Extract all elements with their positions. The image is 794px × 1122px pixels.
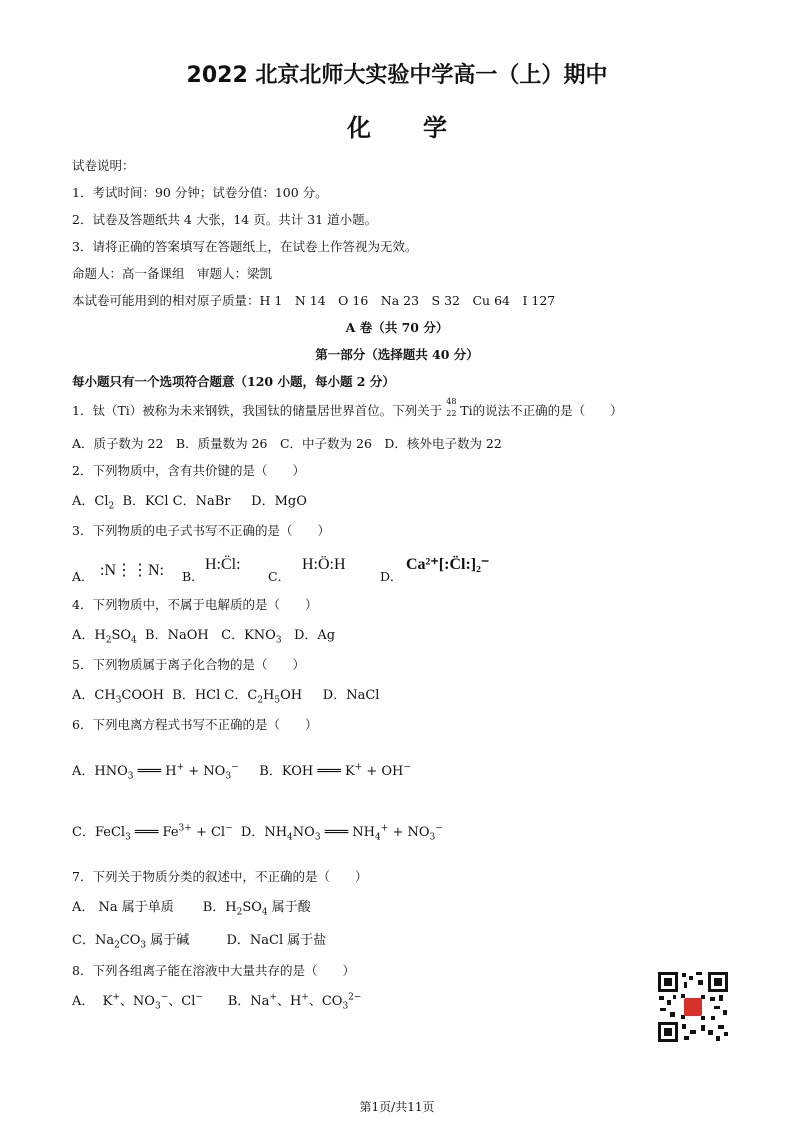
question-8-stem: 8．下列各组离子能在溶液中大量共存的是（ ）: [72, 963, 355, 978]
question-3-stem: 3．下列物质的电子式书写不正确的是（ ）: [72, 523, 330, 538]
q3-option-d-label: D．: [380, 569, 403, 584]
question-2-options: A．$Cl_2$ B．KCl C．NaBr D．MgO: [72, 494, 307, 512]
authors-line: 命题人：高一备课组 审题人：梁凯: [72, 266, 273, 281]
q3-option-a-label: A．: [72, 569, 94, 584]
q3-option-b-label: B．: [182, 569, 204, 584]
question-5-stem: 5．下列物质属于离子化合物的是（ ）: [72, 657, 305, 672]
q3-option-c-formula: H:Ö:H: [302, 556, 346, 573]
qr-code-graphic: [656, 970, 730, 1044]
question-6-stem: 6．下列电离方程式书写不正确的是（ ）: [72, 717, 318, 732]
atomic-number: 22: [446, 408, 457, 418]
mass-number: 48: [446, 396, 457, 406]
question-4-stem: 4．下列物质中，不属于电解质的是（ ）: [72, 597, 318, 612]
q3-option-d-formula: Ca²⁺[:C̈l:]₂⁻: [406, 556, 490, 573]
q3-option-b-formula: H:C̈l:: [205, 556, 241, 573]
question-2-stem: 2．下列物质中，含有共价键的是（ ）: [72, 463, 305, 478]
part-one-heading: 第一部分（选择题共 40 分）: [315, 347, 479, 362]
subject-title: 化学: [347, 114, 499, 142]
question-6-options-ab: A．$HNO_3$ ═══ $H^+ + NO_3^-$ B．KOH ═══ K+ + OH−: [72, 762, 411, 782]
nuclide-notation: [446, 396, 460, 419]
instruction-item: 1．考试时间：90 分钟；试卷分值：100 分。: [72, 185, 328, 200]
question-7-options-ab: A． Na 属于单质 B．$H_2SO_4$ 属于酸: [72, 900, 311, 918]
page-footer: 第1页/共11页: [359, 1100, 435, 1114]
question-1-stem: [72, 396, 623, 419]
question-4-options: A．$H_2SO_4$ B．NaOH C．$KNO_3$ D．Ag: [72, 628, 336, 646]
question-7-options-cd: C．$Na_2CO_3$ 属于碱 D．NaCl 属于盐: [72, 933, 327, 951]
qr-code: [656, 970, 730, 1044]
atomic-masses-line: 本试卷可能用到的相对原子质量：H 1 N 14 O 16 Na 23 S 32 Cu 64 I 127: [72, 293, 556, 308]
q1-stem-b: 的说法不正确的是（ ）: [472, 403, 623, 418]
q1-stem-a: 1．钛（Ti）被称为未来钢铁，我国钛的储量居世界首位。下列关于: [72, 403, 443, 418]
instruction-item: 2．试卷及答题纸共 4 大张，14 页。共计 31 道小题。: [72, 212, 378, 227]
question-1-options: A．质子数为 22 B．质量数为 26 C．中子数为 26 D．核外电子数为 22: [72, 436, 502, 451]
part-note: 每小题只有一个选项符合题意（120 小题，每小题 2 分）: [72, 374, 395, 389]
question-8-options: A． K+、$NO_3^-$、Cl− B．Na+、H+、$CO_3^{2-}$: [72, 992, 362, 1012]
instruction-item: 3．请将正确的答案填写在答题纸上，在试卷上作答视为无效。: [72, 239, 418, 254]
section-a-heading: A 卷（共 70 分）: [345, 320, 449, 335]
question-7-stem: 7．下列关于物质分类的叙述中，不正确的是（ ）: [72, 869, 368, 884]
q3-option-c-label: C．: [268, 569, 291, 584]
page-title: 2022 北京北师大实验中学高一（上）期中: [186, 63, 608, 88]
q3-option-a-formula: :N⋮⋮N:: [100, 562, 164, 579]
question-6-options-cd: C．FeCl$_3$ ═══ $Fe^{3+} + Cl^-$ D．$NH_4NO_3$ ═══ $NH_4^+ + NO_3^-$: [72, 823, 443, 843]
element-symbol: Ti: [460, 403, 473, 418]
question-5-options: A．$CH_3COOH$ B．HCl C．$C_2H_5OH$ D．NaCl: [72, 688, 380, 706]
instructions-label: 试卷说明：: [72, 158, 135, 173]
